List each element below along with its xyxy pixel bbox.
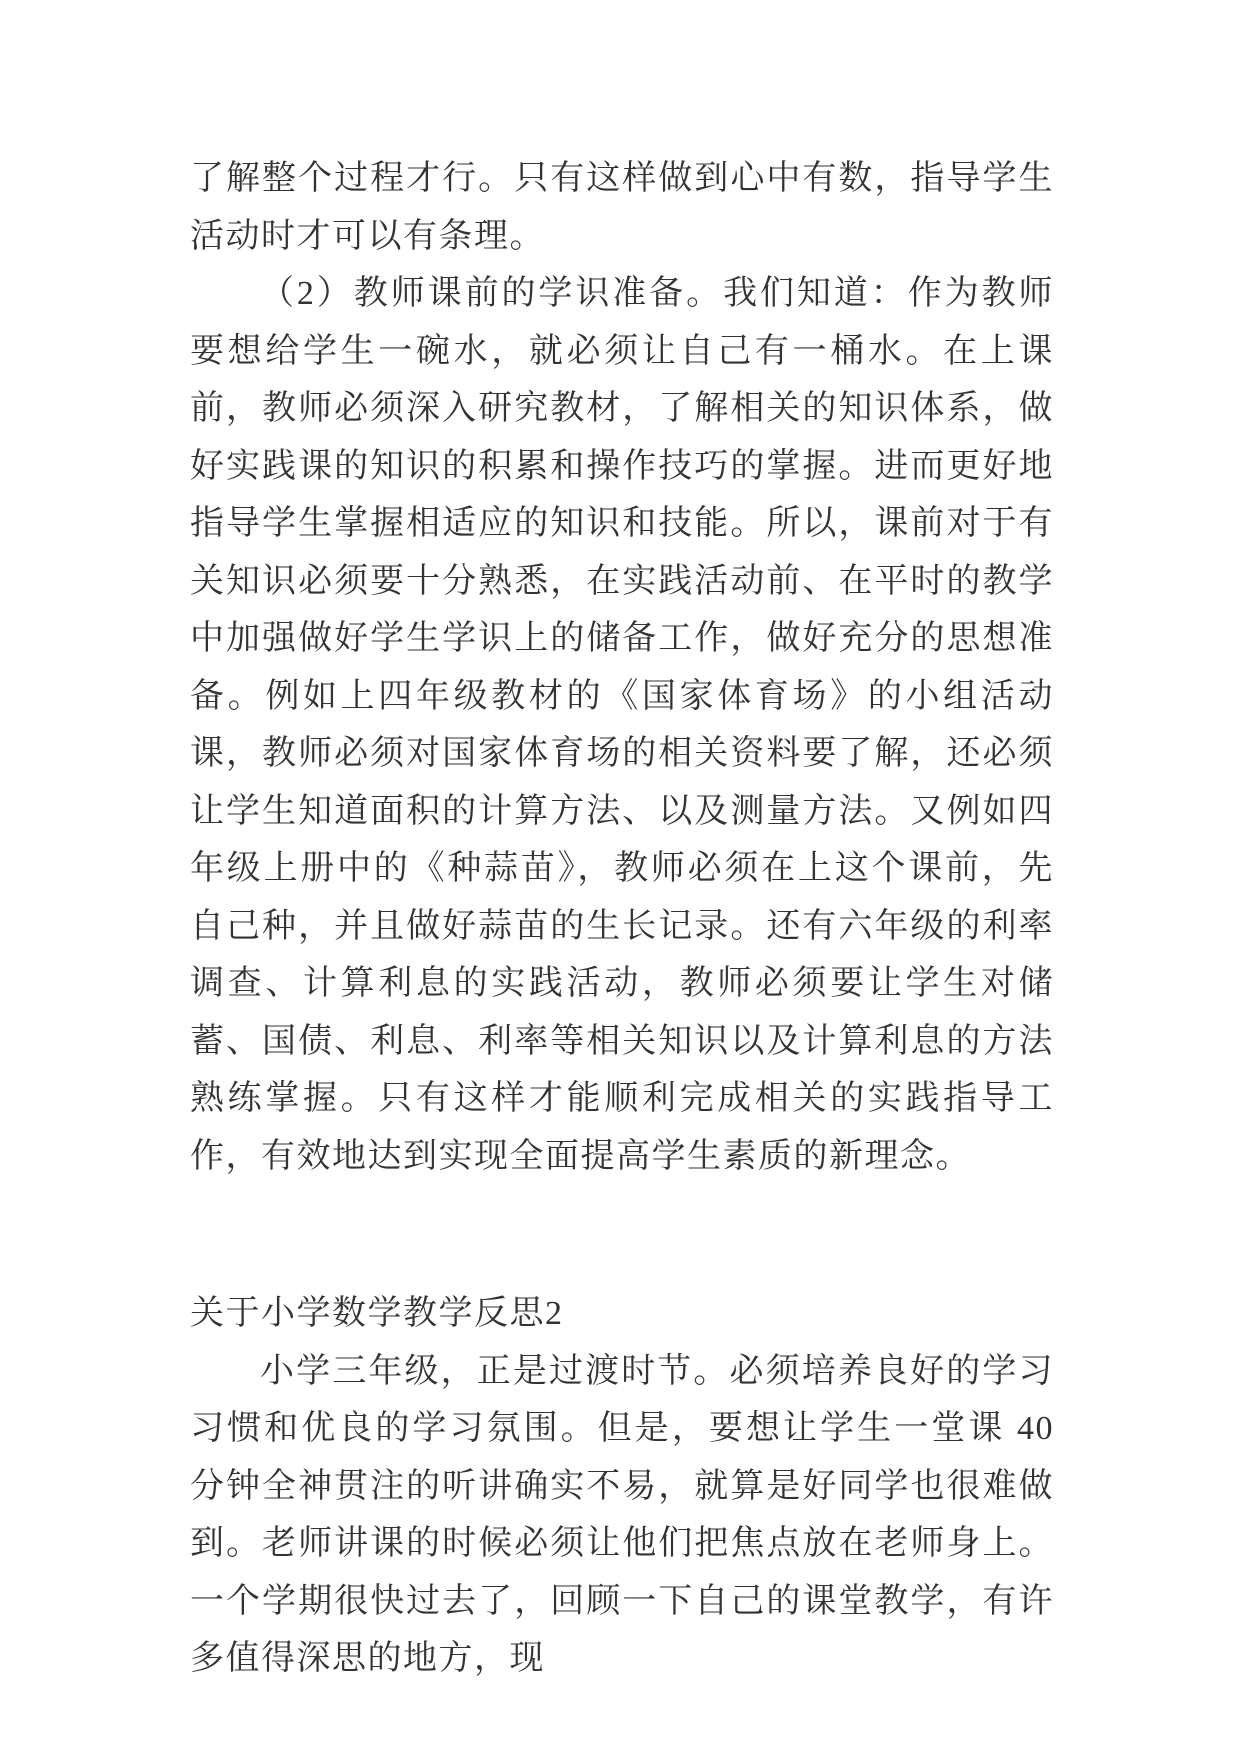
paragraph-continuation: 了解整个过程才行。只有这样做到心中有数，指导学生活动时才可以有条理。 [190,160,1054,255]
section-heading-reflection-2: 关于小学数学教学反思2 [190,1295,564,1332]
document-text-block [190,150,1054,1688]
paragraph-third-grade: 小学三年级，正是过渡时节。必须培养良好的学习习惯和优良的学习氛围。但是，要想让学生一堂课 40 分钟全神贯注的听讲确实不易，就算是好同学也很难做到。老师讲课的时候必须让他们把焦点放在老师身上。一个学期很快过去了，回顾一下自己的课堂教学，有许多值得深思的地方，现 [190,1352,1054,1677]
paragraph-teacher-preparation: （2）教师课前的学识准备。我们知道：作为教师要想给学生一碗水，就必须让自己有一桶水。在上课前，教师必须深入研究教材，了解相关的知识体系，做好实践课的知识的积累和操作技巧的掌握。进而更好地指导学生掌握相适应的知识和技能。所以，课前对于有关知识必须要十分熟悉，在实践活动前、在平时的教学中加强做好学生学识上的储备工作，做好充分的思想准备。例如上四年级教材的《国家体育场》的小组活动课，教师必须对国家体育场的相关资料要了解，还必须让学生知道面积的计算方法、以及测量方法。又例如四年级上册中的《种蒜苗》，教师必须在上这个课前，先自己种，并且做好蒜苗的生长记录。还有六年级的利率调查、计算利息的实践活动，教师必须要让学生对储蓄、国债、利息、利率等相关知识以及计算利息的方法熟练掌握。只有这样才能顺利完成相关的实践指导工作，有效地达到实现全面提高学生素质的新理念。 [190,275,1054,1175]
